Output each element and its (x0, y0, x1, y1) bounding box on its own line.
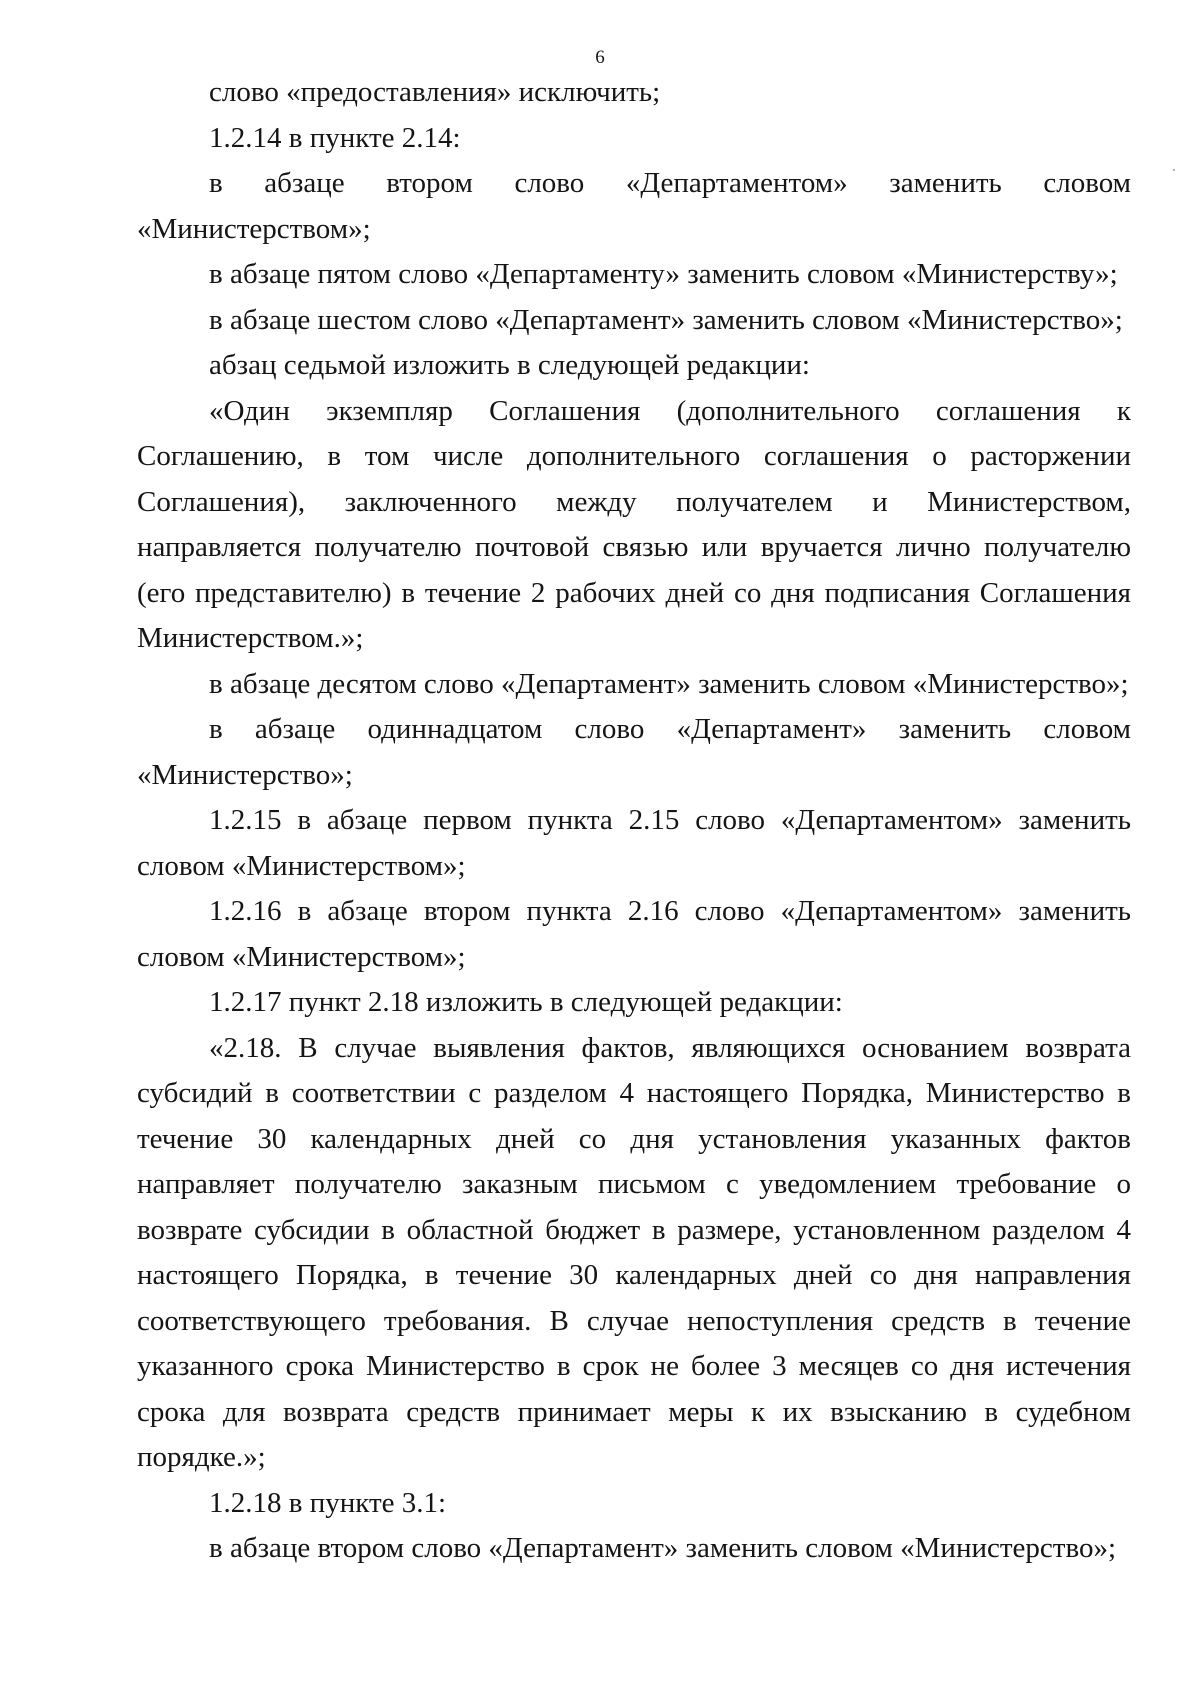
paragraph-amend-2nd-abzac: в абзаце втором слово «Департаментом» заменить словом «Министерством»; (137, 167, 1131, 245)
paragraph-7th-abzac-text: «Один экземпляр Соглашения (дополнительного соглашения к Соглашению, в том числе дополнительного соглашения о расторжении Соглашения), заключенного между получателем и Министерством, направляется получателю почтовой связью или вручается лично получателю (его представителю) в течение 2 рабочих дней со дня подписания Соглашения Министерством.»; (137, 394, 1131, 654)
paragraph-amend-5th-abzac: в абзаце пятом слово «Департаменту» заменить словом «Министерству»; (209, 258, 1118, 290)
paragraph-7th-abzac-intro: абзац седьмой изложить в следующей редакции: (209, 349, 810, 381)
paragraph-clause-1-2-16: 1.2.16 в абзаце втором пункта 2.16 слово «Департаментом» заменить словом «Министерством»; (137, 895, 1131, 973)
paragraph-clause-1-2-15: 1.2.15 в абзаце первом пункта 2.15 слово «Департаментом» заменить словом «Министерством»; (137, 804, 1131, 882)
paragraph-continuation: слово «предоставления» исключить; (209, 76, 661, 108)
paragraph-clause-1-2-17: 1.2.17 пункт 2.18 изложить в следующей редакции: (209, 986, 843, 1018)
paragraph-amend-11th-abzac: в абзаце одиннадцатом слово «Департамент» заменить словом «Министерство»; (137, 713, 1131, 791)
paragraph-clause-1-2-14: 1.2.14 в пункте 2.14: (209, 121, 461, 154)
document-body (137, 70, 1131, 1572)
paragraph-amend-3-1-2nd-abzac: в абзаце втором слово «Департамент» заменить словом «Министерство»; (209, 1532, 1117, 1564)
page-number: 6 (595, 47, 605, 68)
paragraph-amend-6th-abzac: в абзаце шестом слово «Департамент» заменить словом «Министерство»; (209, 303, 1123, 336)
paragraph-amend-10th-abzac: в абзаце десятом слово «Департамент» заменить словом «Министерство»; (209, 667, 1129, 700)
scan-speck (1173, 169, 1175, 171)
paragraph-2-18-text: «2.18. В случае выявления фактов, являющихся основанием возврата субсидий в соответствии с разделом 4 настоящего Порядка, Министерство в течение 30 календарных дней со дня установления указанных фактов направляет получателю заказным письмом с уведомлением требование о возврате субсидии в областной бюджет в размере, установленном разделом 4 настоящего Порядка, в течение 30 календарных дней со дня направления соответствующего требования. В случае непоступления средств в течение указанного срока Министерство в срок не более 3 месяцев со дня истечения срока для возврата средств принимает меры к их взысканию в судебном порядке.»; (137, 1031, 1131, 1473)
paragraph-clause-1-2-18: 1.2.18 в пункте 3.1: (209, 1486, 447, 1519)
